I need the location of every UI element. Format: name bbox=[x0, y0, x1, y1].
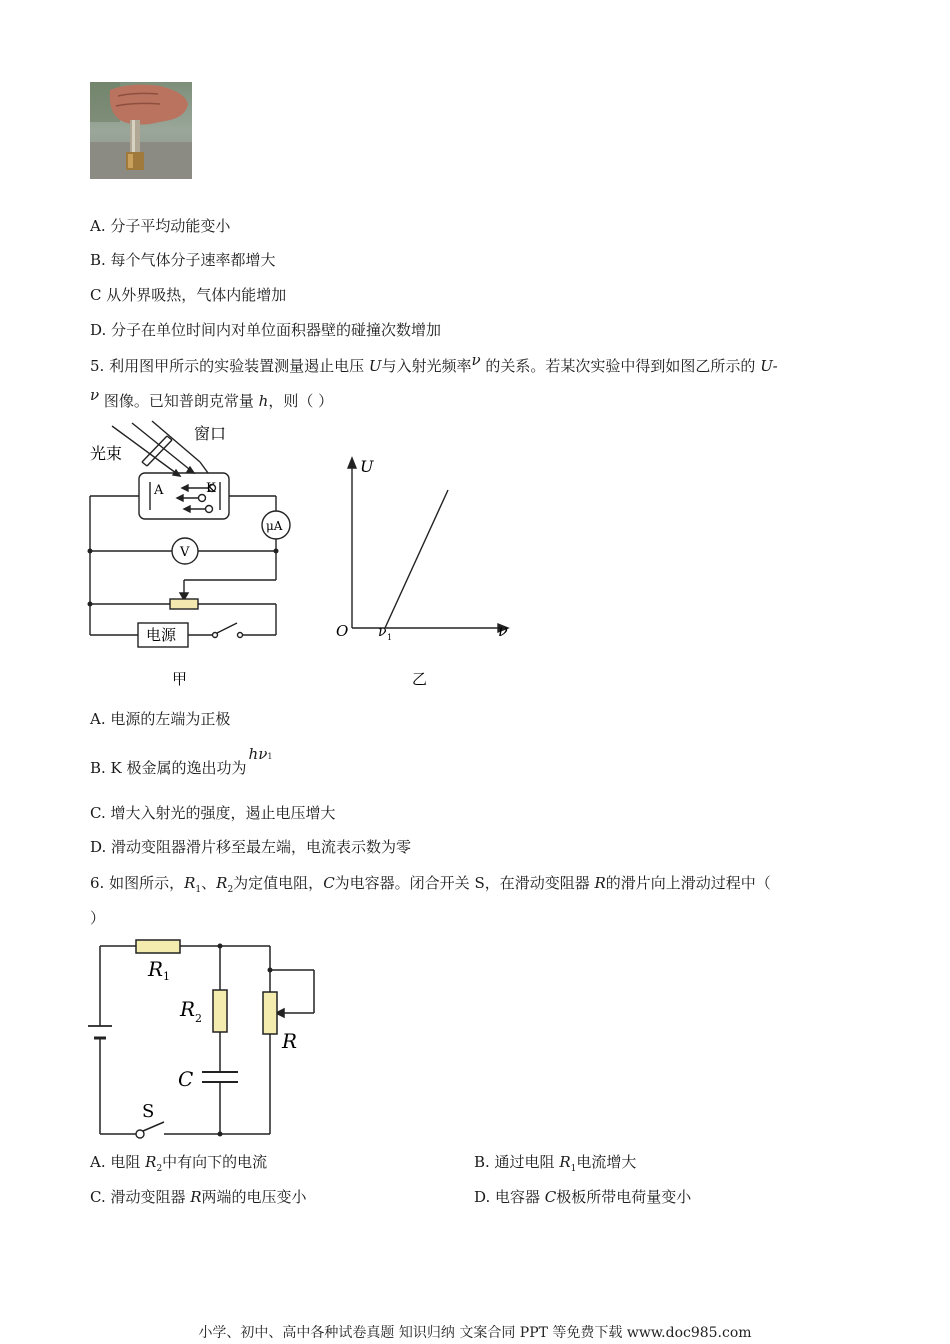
q5-stem-line1: 5. 利用图甲所示的实验装置测量遏止电压 U与入射光频率ν 的关系。若某次实验中得到如图乙所示的 U- bbox=[90, 351, 778, 375]
label-c: C bbox=[178, 1067, 194, 1091]
q6-option-c: C. 滑动变阻器 R两端的电压变小 bbox=[90, 1188, 307, 1206]
origin-label: O bbox=[336, 622, 349, 640]
q4-option-d: D. 分子在单位时间内对单位面积器壁的碰撞次数增加 bbox=[90, 321, 442, 339]
label-window: 窗口 bbox=[194, 424, 227, 443]
label-r2-sub: 2 bbox=[195, 1012, 202, 1025]
q6-stem-line1: 6. 如图所示，$R_1$、$R_2$为定值电阻，C为电容器。闭合开关 S，在滑动变阻器 R的滑片向上滑动过程中（ bbox=[90, 874, 771, 895]
caption-yi: 乙 bbox=[412, 670, 428, 688]
figure-yi-graph bbox=[330, 450, 520, 690]
resistor-r2 bbox=[213, 990, 227, 1032]
label-r: R bbox=[282, 1029, 298, 1053]
q5-option-c: C. 增大入射光的强度，遏止电压增大 bbox=[90, 804, 336, 822]
q4-option-c: C 从外界吸热，气体内能增加 bbox=[90, 286, 287, 304]
var-nu: ν bbox=[471, 351, 481, 369]
tick-nu1-sub: 1 bbox=[387, 633, 393, 642]
var-u: U bbox=[368, 357, 382, 375]
caption-jia: 甲 bbox=[172, 670, 188, 688]
label-r2: R bbox=[180, 997, 196, 1021]
q4-option-a: A. 分子平均动能变小 bbox=[90, 217, 231, 235]
y-axis-label: U bbox=[360, 457, 374, 476]
q5-stem-line2: ν 图像。已知普朗克常量 h，则（ ） bbox=[90, 386, 334, 410]
q6-option-b: B. 通过电阻 $R_1$电流增大 bbox=[474, 1153, 637, 1174]
switch-s bbox=[136, 1130, 144, 1138]
x-axis-label: ν bbox=[498, 621, 508, 640]
rheostat-r bbox=[263, 992, 277, 1034]
tick-nu1: ν bbox=[378, 624, 387, 640]
figure-jia-circuit bbox=[82, 418, 312, 693]
q4-option-b: B. 每个气体分子速率都增大 bbox=[90, 251, 276, 269]
q6-option-a: A. 电阻 $R_2$中有向下的电流 bbox=[90, 1153, 268, 1174]
label-power: 电源 bbox=[146, 626, 177, 644]
q5-option-a: A. 电源的左端为正极 bbox=[90, 710, 231, 728]
label-beam: 光束 bbox=[90, 444, 123, 463]
label-r1: R bbox=[148, 957, 164, 981]
q6-stem-line2: ） bbox=[90, 909, 106, 927]
footer-banner[interactable]: 小学、初中、高中各种试卷真题 知识归纳 文案合同 PPT 等免费下载 www.doc985.com bbox=[198, 1325, 752, 1341]
label-anode: A bbox=[154, 483, 164, 498]
label-s: S bbox=[142, 1101, 155, 1122]
label-r1-sub: 1 bbox=[163, 970, 170, 983]
q5-option-d: D. 滑动变阻器滑片移至最左端，电流表示数为零 bbox=[90, 838, 412, 856]
u-nu-line bbox=[385, 490, 448, 628]
figure-q6-circuit bbox=[84, 934, 334, 1144]
label-voltmeter: V bbox=[180, 545, 190, 560]
label-cathode: K bbox=[206, 481, 216, 496]
fist-press-photo bbox=[90, 82, 192, 179]
q6-option-d: D. 电容器 C极板所带电荷量变小 bbox=[474, 1188, 692, 1206]
formula-h-nu: hν bbox=[248, 745, 268, 763]
q5-option-b: B. K 极金属的逸出功为hν1 bbox=[90, 745, 273, 777]
resistor-r1 bbox=[136, 940, 180, 953]
phototube bbox=[139, 473, 229, 519]
label-microammeter: μA bbox=[266, 519, 283, 533]
